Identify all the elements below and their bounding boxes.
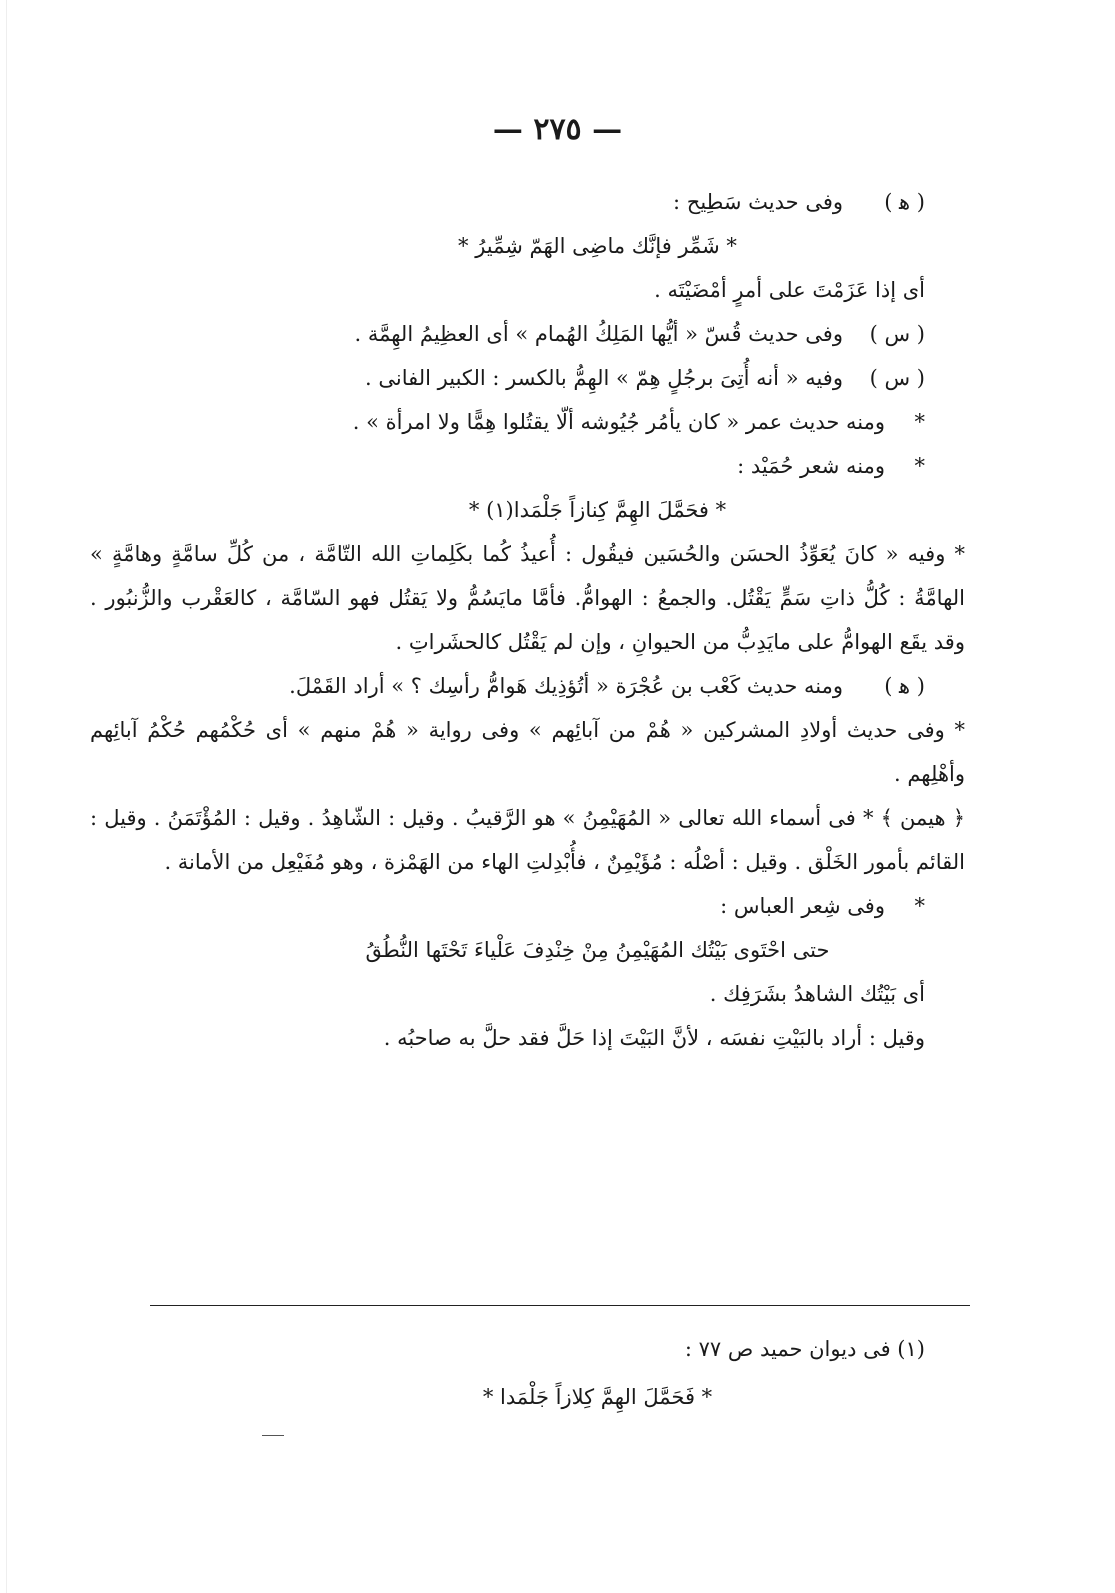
line-text: ومنه شعر حُمَيْد : — [737, 454, 885, 478]
text-line — [130, 664, 925, 708]
line-text: وفى حديث سَطِيح : — [673, 190, 843, 214]
footnote-line: (١) فى ديوان حميد ص ٧٧ : — [684, 1337, 925, 1361]
verse-line: * فحَمَّلَ الهِمَّ كِنازاً جَلْمَدا(١) * — [468, 498, 727, 522]
line-text: وفى شِعر العباس : — [720, 894, 885, 918]
source-tag: ( ﻫ ) — [884, 190, 925, 214]
bottom-mark — [262, 1435, 284, 1436]
text-line — [130, 444, 925, 488]
footnote-verse: * فَحَمَّلَ الهِمَّ كِلازاً جَلْمَدا * — [482, 1385, 713, 1409]
source-tag: ( س ) — [869, 322, 925, 346]
footnote-divider — [150, 1305, 970, 1306]
text-line — [130, 180, 925, 224]
star-marker: * — [914, 410, 925, 434]
line-text: ومنه حديث كَعْب بن عُجْرَة « أتُؤذِيك هَوامُّ رأسِك ؟ » أراد القَمْلَ. — [289, 674, 843, 698]
paragraph: * وفيه « كانَ يُعَوِّذُ الحسَن والحُسَين فيقُول : أُعيذُ كُما بكَلِماتِ الله التّامَّة ، من كُلِّ سامَّةٍ وهامَّةٍ » الهامَّةُ : كُلُّ ذاتِ سَمٍّ يَقْتُل. والجمعُ : الهوامُّ. فأمَّا مايَسُمُّ ولا يَقتُل فهو السّامَّة ، كالعَقْرب والزُّنبُور . وقد يقَع الهوامُّ على مايَدِبُّ من الحيوانِ ، وإن لم يَقْتُل كالحشَراتِ . — [90, 542, 965, 654]
text-line: أى إذا عَزَمْتَ على أمرٍ أمْضَيْتَه . — [654, 278, 925, 302]
text-line — [130, 356, 925, 400]
star-marker: * — [914, 894, 925, 918]
line-text: وفى حديث قُسّ « أيُّها المَلِكُ الهُمام » أى العظِيمُ الهِمَّة . — [354, 322, 843, 346]
main-text — [90, 180, 965, 1060]
text-line: أى بَيْتُك الشاهدُ بشَرَفِك . — [709, 982, 925, 1006]
text-line — [130, 312, 925, 356]
line-text: وفيه « أنه أُتِىَ برجُلٍ هِمّ » الهِمُّ بالكسر : الكبير الفانى . — [365, 366, 843, 390]
entry-heimin: ﴿ هيمن ﴾ * فى أسماء الله تعالى « المُهَيْمِنُ » هو الرَّقيبُ . وقيل : الشّاهِدُ . وقيل : المُؤْتَمَنُ . وقيل : القائم بأمور الخَلْق . وقيل : أصْلُه : مُؤَيْمِنٌ ، فأُبْدِلتِ الهاء من الهَمْزة ، وهو مُفَيْعِل من الأمانة . — [90, 806, 965, 874]
text-line — [130, 400, 925, 444]
line-text: ومنه حديث عمر « كان يأمُر جُيُوشه ألّا يقتُلوا هِمًّا ولا امرأة » . — [352, 410, 885, 434]
paragraph: * وفى حديث أولادِ المشركين « هُمْ من آبائِهم » وفى رواية « هُمْ منهم » أى حُكْمُهم حُكْمُ آبائِهم وأهْلِهم . — [90, 718, 965, 786]
verse-line: حتى احْتَوى بَيْتُك المُهَيْمِنُ مِنْ خِنْدِفَ عَلْياءَ تَحْتَها النُّطُقُ — [365, 938, 830, 962]
text-line — [130, 884, 925, 928]
page-number: — ٢٧٥ — — [492, 112, 623, 147]
scan-edge — [6, 0, 7, 1593]
footnotes — [130, 1325, 925, 1421]
source-tag: ( س ) — [869, 366, 925, 390]
source-tag: ( ﻫ ) — [884, 674, 925, 698]
verse-line: * شَمِّر فإنَّك ماضِى الهَمّ شِمِّيرُ * — [458, 234, 737, 258]
star-marker: * — [914, 454, 925, 478]
text-line: وقيل : أراد بالبَيْتِ نفسَه ، لأنَّ البَيْتَ إذا حَلَّ فقد حلَّ به صاحبُه . — [383, 1026, 925, 1050]
